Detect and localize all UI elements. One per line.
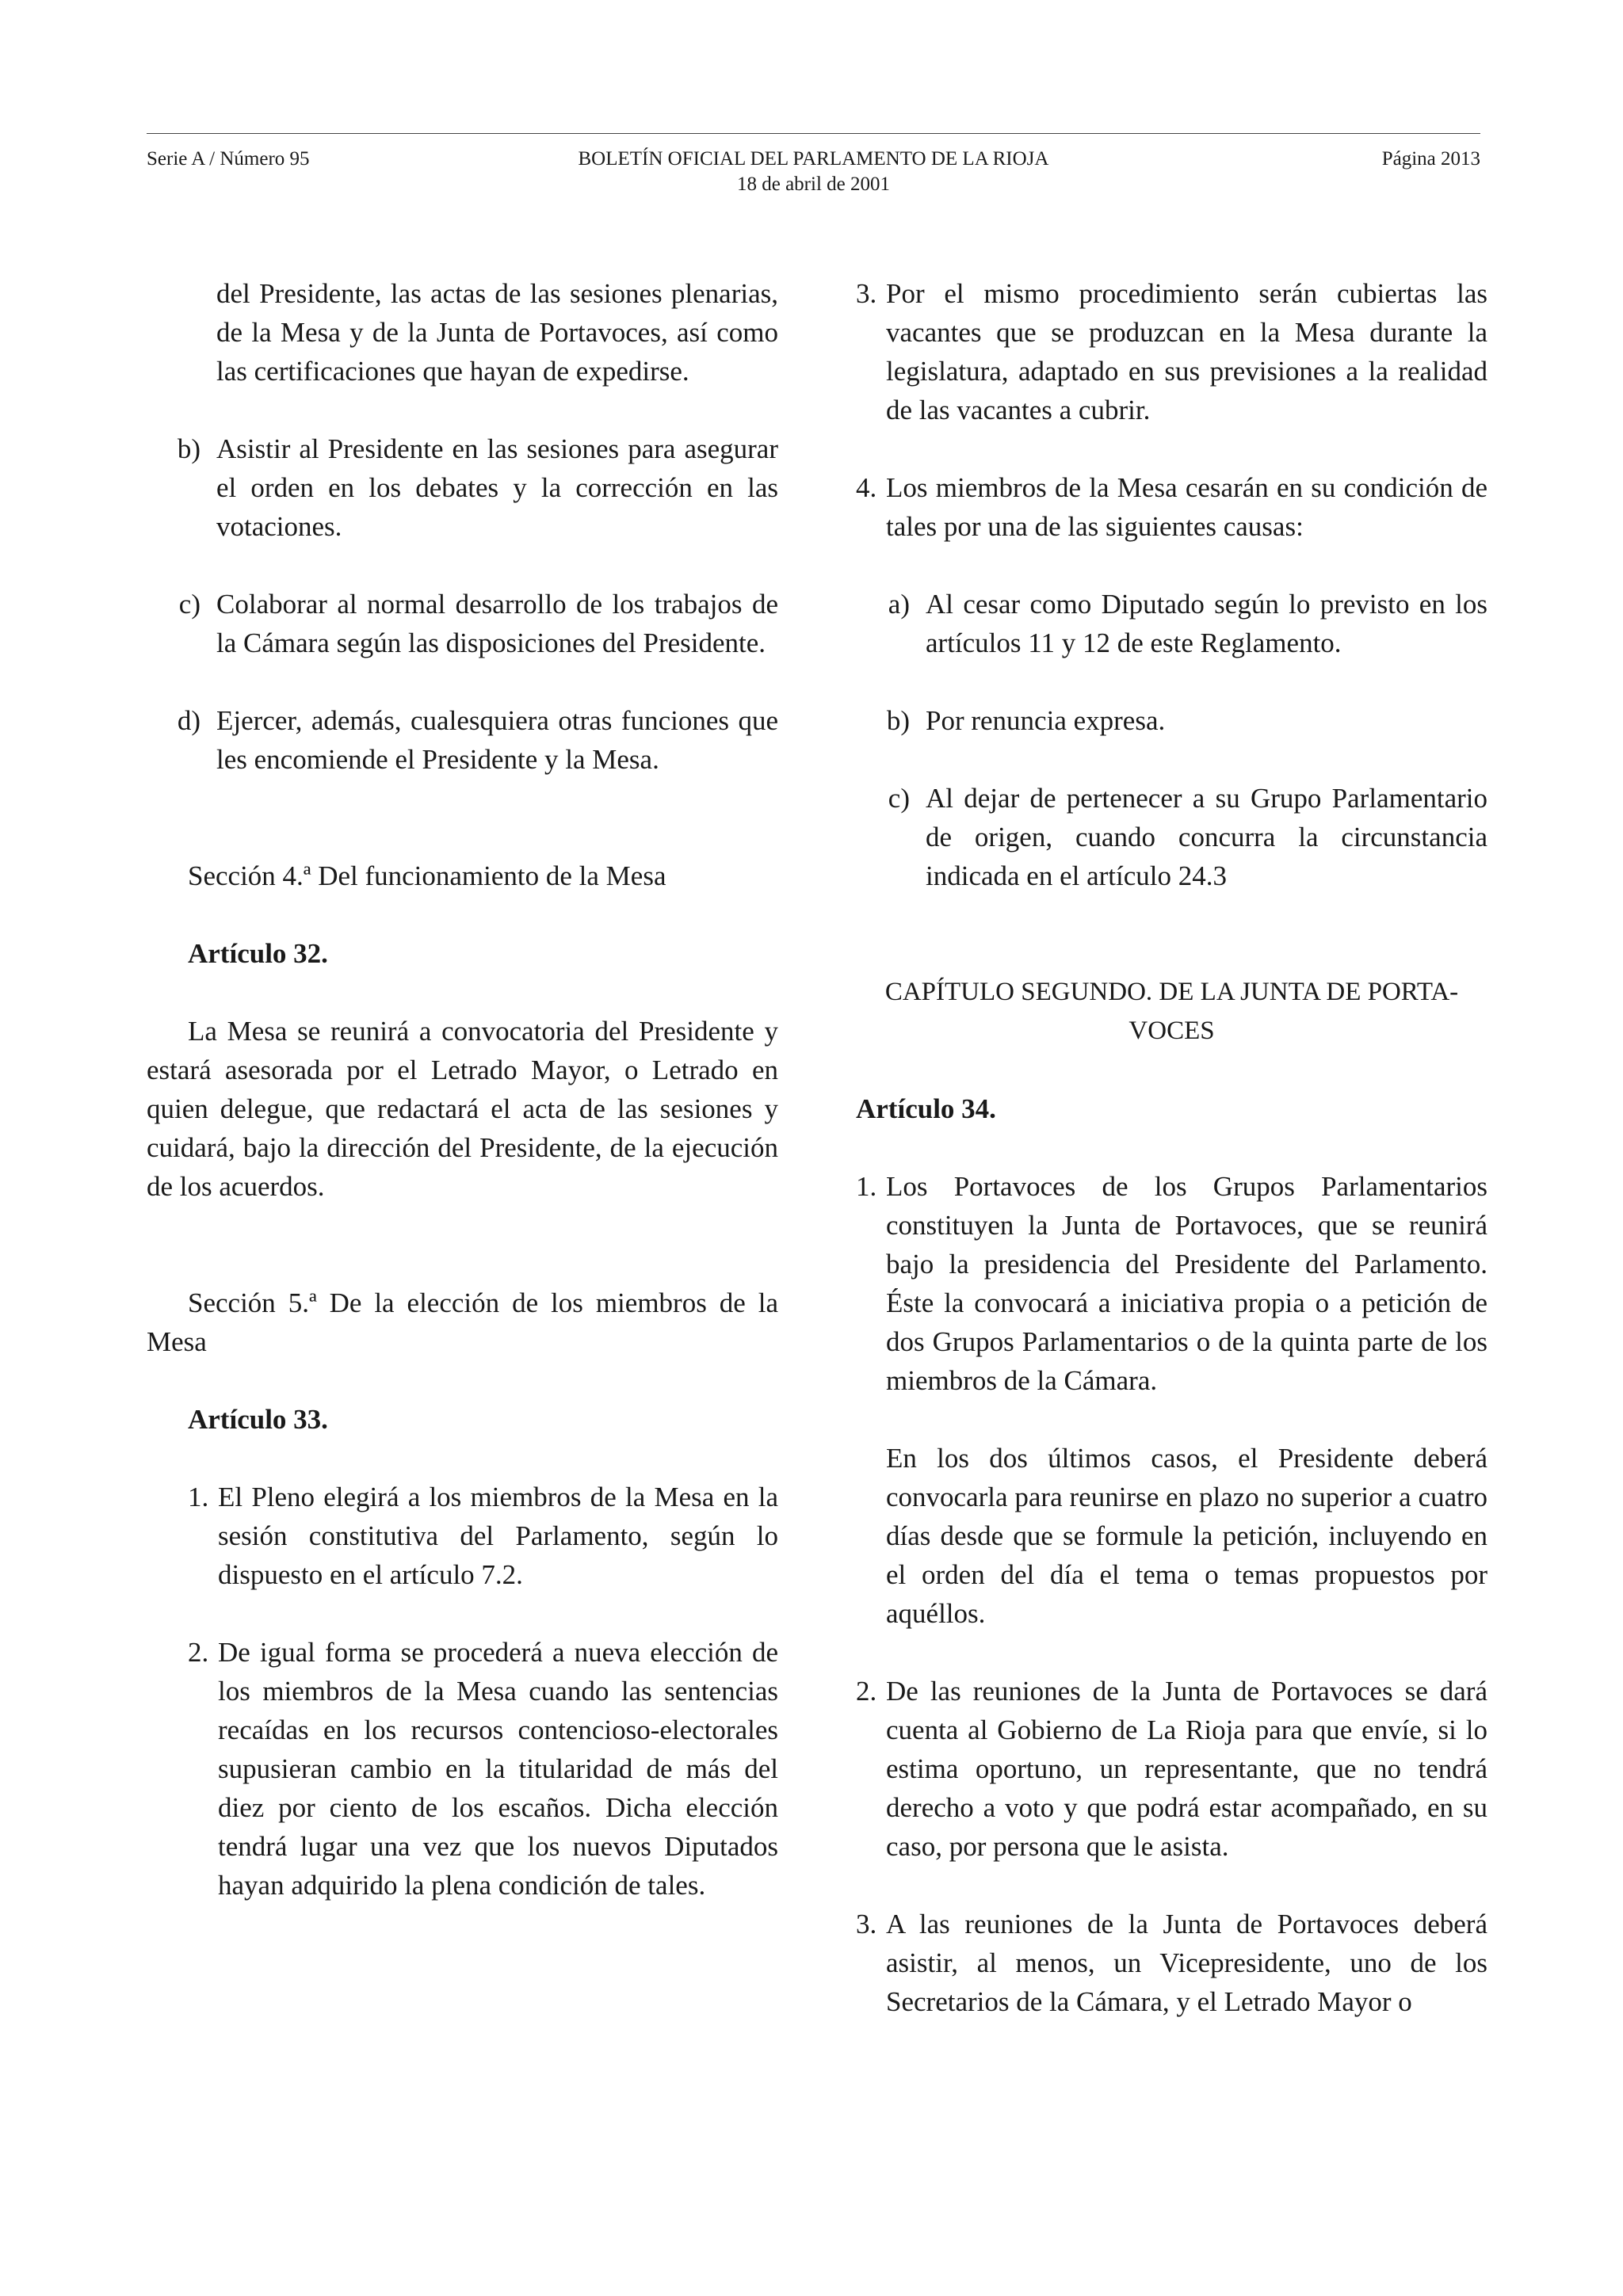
numbered-item-text: Por el mismo procedimiento serán cubiertas las vacantes que se produzcan en la Mesa durante la legislatura, adaptado en sus previsiones a la realidad de las vacantes a cubrir. <box>886 278 1487 425</box>
chapter-heading <box>856 973 1487 1051</box>
list-item-text: Ejercer, además, cualesquiera otras funciones que les encomiende el Presidente y la Mesa. <box>216 705 778 775</box>
page-number: Página 2013 <box>1381 148 1480 170</box>
list-item-text: Al dejar de pertenecer a su Grupo Parlamentario de origen, cuando concurra la circunstancia indicada en el artículo 24.3 <box>926 783 1487 891</box>
series-number: Serie A / Número 95 <box>147 148 310 170</box>
numbered-item <box>147 1633 778 1905</box>
numbered-item <box>856 1905 1487 2021</box>
article-paragraph: La Mesa se reunirá a convocatoria del Presidente y estará asesorada por el Letrado Mayor, o Letrado en quien delegue, que redactará el acta de las sesiones y cuidará, bajo la dirección del Presidente, de la ejecución de los acuerdos. <box>147 1016 778 1202</box>
list-item-text: Asistir al Presidente en las sesiones para asegurar el orden en los debates y la corrección en las votaciones. <box>216 433 778 542</box>
chapter-heading-line: VOCES <box>1128 1016 1215 1045</box>
list-item-label: b) <box>886 705 910 736</box>
list-item-label: d) <box>177 705 200 736</box>
list-item <box>147 585 778 662</box>
article-title: Artículo 32. <box>188 938 328 969</box>
numbered-item-label: 4. <box>856 472 877 503</box>
numbered-item-text: De igual forma se procederá a nueva elección de los miembros de la Mesa cuando las sentencias recaídas en los recursos contencioso-electorales supusieran cambio en la titularidad de más del diez por ciento de los escaños. Dicha elección tendrá lugar una vez que los nuevos Diputados hayan adquirido la plena condición de tales. <box>218 1637 778 1901</box>
numbered-item-label: 1. <box>188 1482 209 1512</box>
numbered-item-text: De las reuniones de la Junta de Portavoces se dará cuenta al Gobierno de La Rioja para que envíe, si lo estima oportuno, un representante, que no tendrá derecho a voto y que podrá estar acompañado, en su caso, por persona que le asista. <box>886 1676 1487 1862</box>
numbered-item <box>856 1672 1487 1866</box>
numbered-item <box>856 1167 1487 1400</box>
page-header <box>147 133 1480 197</box>
list-item-text: Colaborar al normal desarrollo de los trabajos de la Cámara según las disposiciones del Presidente. <box>216 589 778 658</box>
article-paragraph: En los dos últimos casos, el Presidente deberá convocarla para reunirse en plazo no superior a cuatro días desde que se formule la petición, incluyendo en el orden del día el tema o temas propuestos por aquéllos. <box>886 1443 1487 1629</box>
numbered-item-text: A las reuniones de la Junta de Portavoces deberá asistir, al menos, un Vicepresidente, uno de los Secretarios de la Cámara, y el Letrado Mayor o <box>886 1909 1487 2017</box>
numbered-item-text: El Pleno elegirá a los miembros de la Mesa en la sesión constitutiva del Parlamento, según lo dispuesto en el artículo 7.2. <box>218 1482 778 1590</box>
list-item <box>856 701 1487 740</box>
list-item-label: a) <box>888 589 910 620</box>
article-title: Artículo 34. <box>856 1093 996 1124</box>
publication-title: BOLETÍN OFICIAL DEL PARLAMENTO DE LA RIOJA <box>578 148 1049 170</box>
chapter-heading-line: CAPÍTULO SEGUNDO. DE LA JUNTA DE PORTA- <box>884 978 1459 1006</box>
publication-date: 18 de abril de 2001 <box>736 174 890 195</box>
left-column <box>147 274 778 1905</box>
article-title: Artículo 33. <box>188 1404 328 1435</box>
section-heading: Sección 5.ª De la elección de los miembros de la Mesa <box>147 1287 778 1357</box>
list-item <box>147 701 778 779</box>
numbered-item <box>147 1478 778 1594</box>
numbered-item-label: 2. <box>188 1637 209 1668</box>
list-item <box>147 429 778 546</box>
numbered-item-text: Los Portavoces de los Grupos Parlamentarios constituyen la Junta de Portavoces, que se reunirá bajo la presidencia del Presidente del Parlamento. Éste la convocará a iniciativa propia o a petición de dos Grupos Parlamentarios o de la quinta parte de los miembros de la Cámara. <box>886 1171 1487 1396</box>
list-item-text: Al cesar como Diputado según lo previsto en los artículos 11 y 12 de este Reglamento. <box>926 589 1487 658</box>
numbered-item <box>856 274 1487 429</box>
right-column <box>856 274 1487 2021</box>
numbered-item <box>856 468 1487 546</box>
list-item <box>856 779 1487 895</box>
numbered-item-label: 1. <box>856 1171 877 1202</box>
section-heading: Sección 4.ª Del funcionamiento de la Mesa <box>188 860 666 891</box>
list-item-continued <box>147 274 778 391</box>
numbered-item-text: Los miembros de la Mesa cesarán en su condición de tales por una de las siguientes causas: <box>886 472 1487 542</box>
list-item-label: c) <box>888 783 910 814</box>
list-item-text: Por renuncia expresa. <box>926 705 1166 736</box>
header-rule <box>147 133 1480 134</box>
list-item <box>856 585 1487 662</box>
list-item-text: del Presidente, las actas de las sesiones plenarias, de la Mesa y de la Junta de Portavoces, así como las certificaciones que hayan de expedirse. <box>216 278 778 387</box>
numbered-item-label: 2. <box>856 1676 877 1707</box>
numbered-item-label: 3. <box>856 278 877 309</box>
list-item-label: b) <box>177 433 200 464</box>
numbered-item-label: 3. <box>856 1909 877 1939</box>
list-item-label: c) <box>178 589 200 620</box>
